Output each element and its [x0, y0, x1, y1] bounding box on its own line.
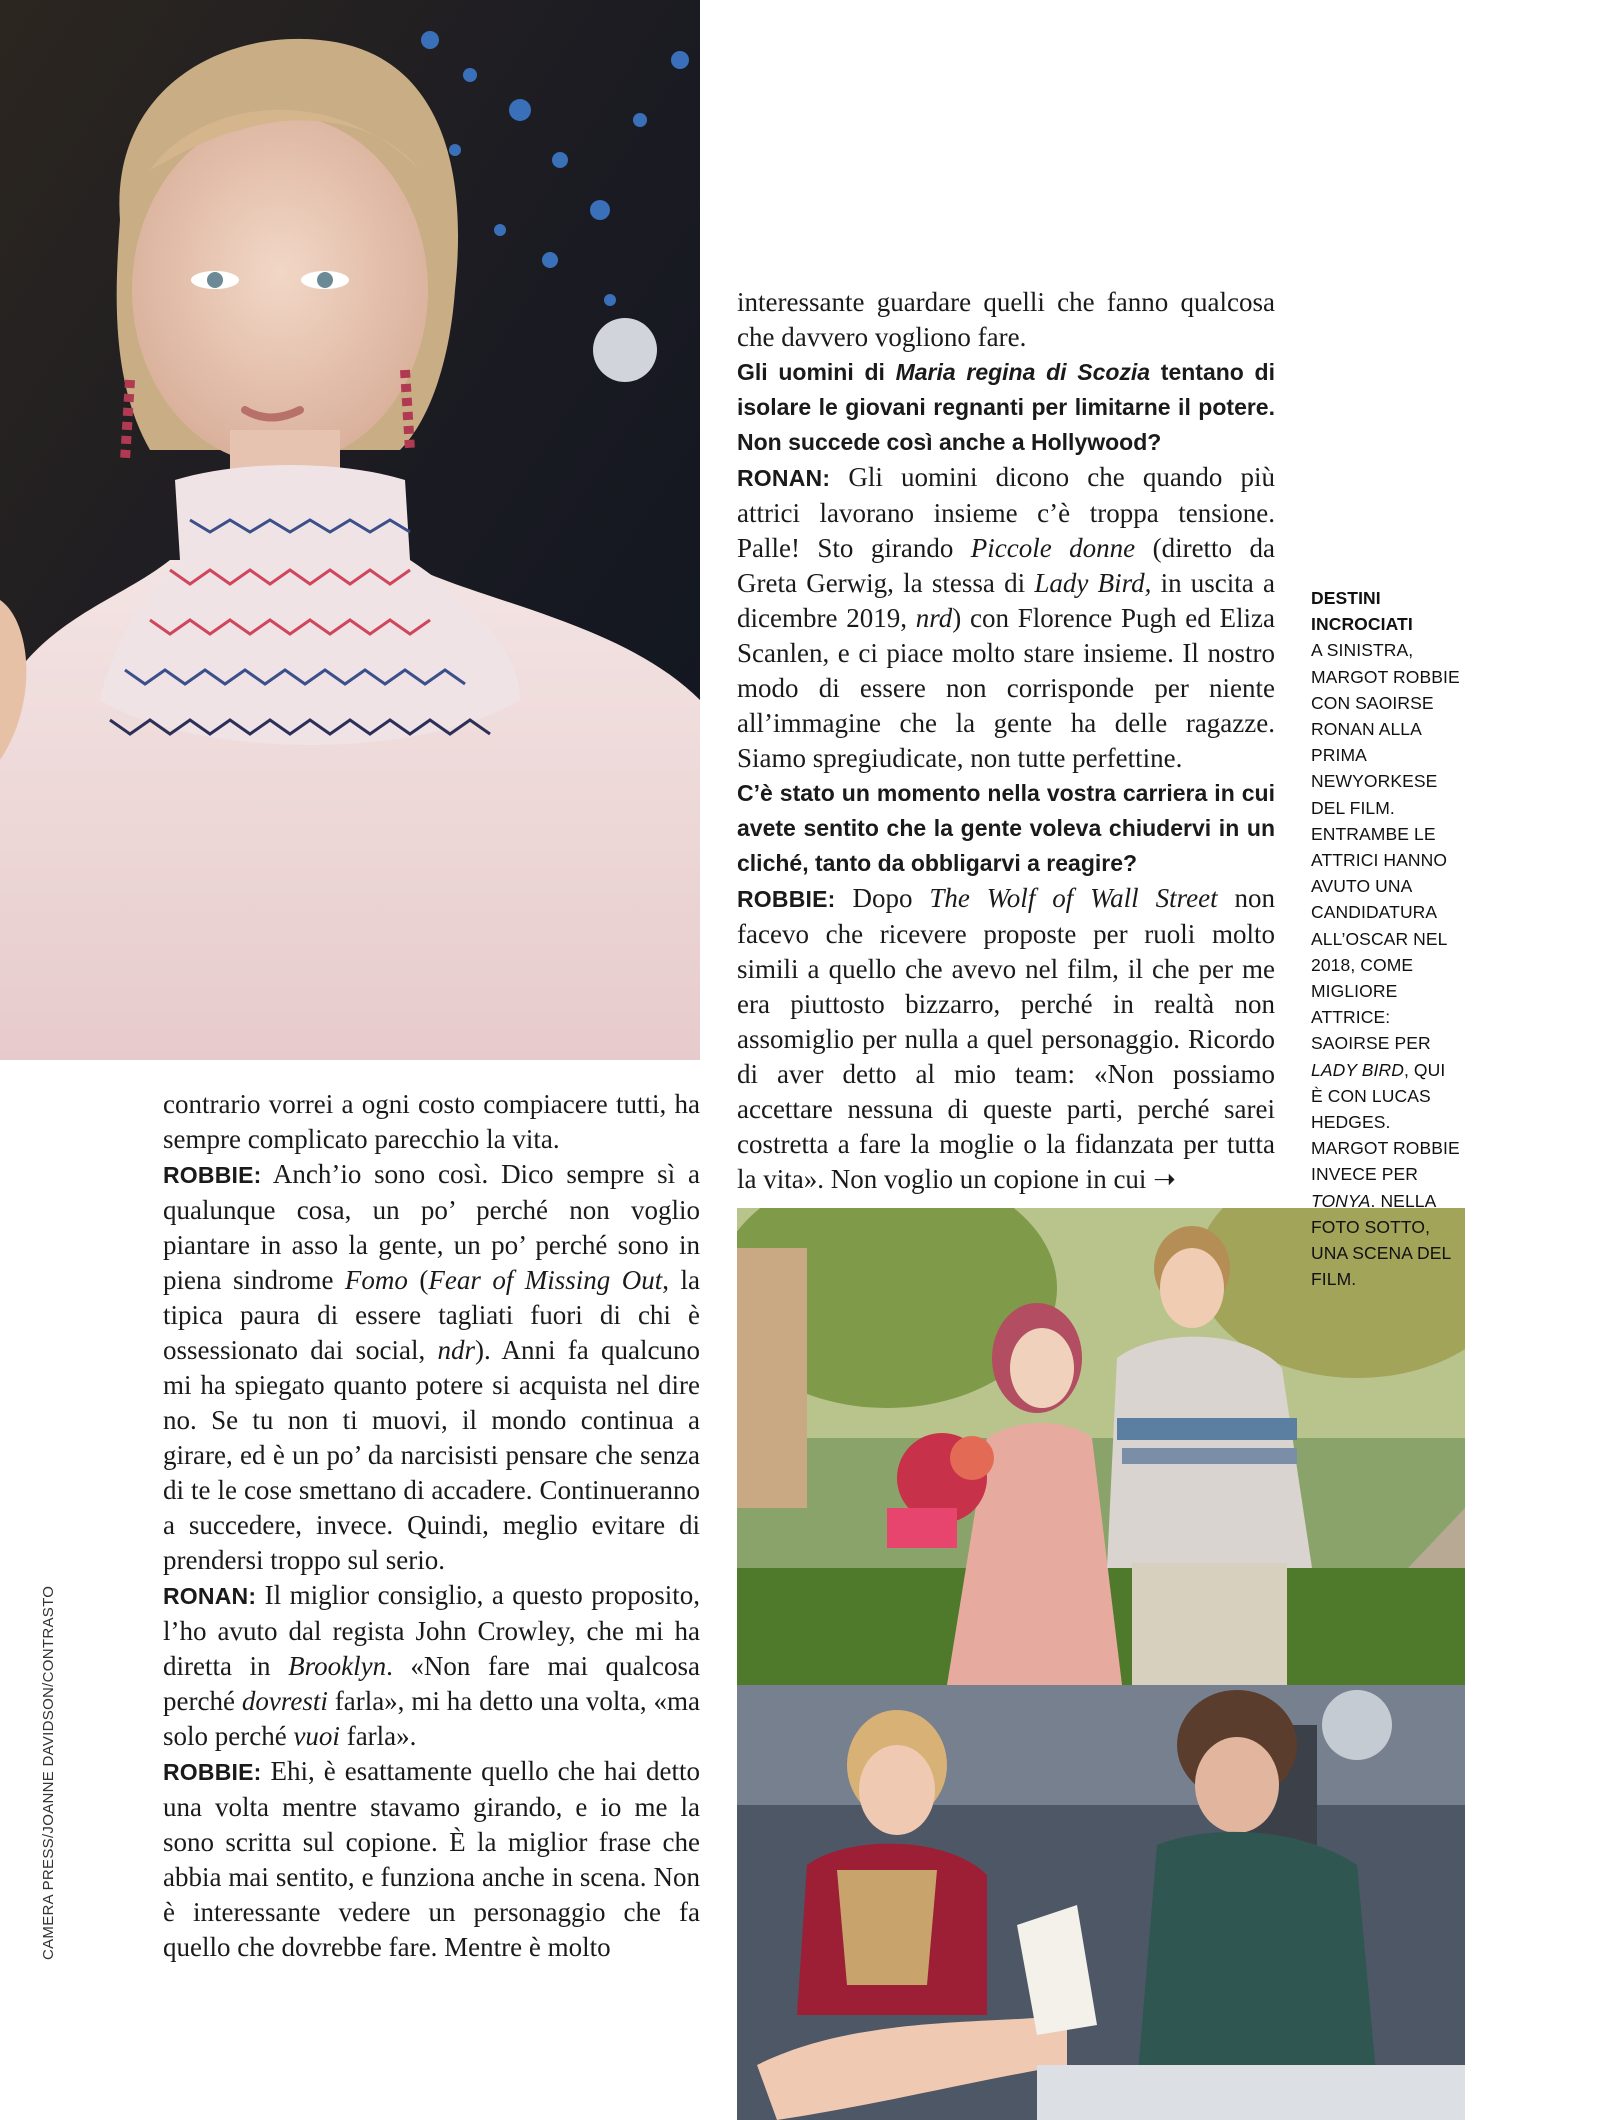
text: in uscita a dicembre 2019,: [737, 568, 1275, 633]
left-text-column: [163, 1087, 700, 1965]
skating-scene-photo: [737, 1685, 1465, 2120]
speaker-label: RONAN:: [163, 1583, 257, 1609]
text: ). Anni fa qualcuno mi ha spiegato quanto potere si acquista nel dire no. Se tu non ti muovi, il mondo continua a girare, ed è un po’ da narcisisti pensare che senza di te le cose smettano di accadere. Continueranno a succedere, invece. Quindi, meglio evitare di prendersi troppo sul serio.: [163, 1335, 700, 1575]
portrait-photo: [0, 0, 700, 1060]
speaker-label: RONAN:: [737, 465, 831, 491]
text: Anch’io sono così. Dico sempre sì a qualunque cosa, un po’ perché non voglio piantare in asso la gente, un po’ perché sono in piena sindrome: [163, 1159, 700, 1295]
paragraph-robbie: [163, 1157, 700, 1578]
photo-caption: [1311, 585, 1461, 1292]
paragraph: [163, 1087, 700, 1157]
text: farla», mi ha detto una volta, «ma solo perché: [163, 1686, 700, 1751]
text: Gli uomini di: [737, 359, 896, 385]
text: Ehi, è esattamente quello che hai detto una volta mentre stavamo girando, e io me la sono scritta sul copione. È la miglior frase che abbia mai sentito, e funziona anche in scena. Non è interessante vedere un personaggio che fa quello che dovrebbe fare. Mentre è molto: [163, 1756, 700, 1962]
italic-text: Fear of Missing Out: [428, 1265, 663, 1295]
text: Gli uomini dicono che quando più attrici lavorano insieme c’è troppa tensione. Palle! Sto girando: [737, 462, 1275, 563]
italic-text: ndr: [437, 1335, 476, 1365]
caption-text: . NELLA FOTO SOTTO, UNA SCENA DEL FILM.: [1311, 1190, 1451, 1290]
paragraph-robbie: [737, 881, 1275, 1197]
speaker-label: ROBBIE:: [737, 886, 836, 912]
text: Dopo: [835, 883, 930, 913]
text: non facevo che ricevere proposte per ruoli molto simili a quello che avevo nel film, il che per me era piuttosto bizzarro, perché in realtà non assomiglio per nulla a quel personaggio. Ricordo di aver detto al mio team: «Non possiamo accettare nessuna di queste parti, perché sarei costretta a fare la moglie o la fidanzata per tutta la vita». Non voglio un copione in cui: [737, 883, 1276, 1194]
italic-text: Piccole donne: [970, 533, 1136, 563]
text: interessante guardare quelli che fanno qualcosa che davvero vogliono fare.: [737, 287, 1275, 352]
text: contrario vorrei a ogni costo compiacere tutti, ha sempre complicato parecchio la vita.: [163, 1089, 700, 1154]
caption-italic-text: LADY BIRD: [1311, 1059, 1404, 1080]
italic-text: Brooklyn: [288, 1651, 387, 1681]
text: tentano di isolare le giovani regnanti per limitarne il potere. Non succede così anche a Hollywood?: [737, 359, 1275, 455]
text: ) con Florence Pugh ed Eliza Scanlen, e ci piace molto stare insieme. Il nostro modo di essere non corrisponde per niente all’immagine che la gente ha delle ragazze. Siamo spregiudicate, non tutte perfettine.: [737, 603, 1275, 773]
text: farla».: [339, 1721, 417, 1751]
interview-question: [737, 776, 1275, 881]
italic-text: nrd: [915, 603, 953, 633]
text: . «Non fare mai qualcosa perché: [163, 1651, 700, 1716]
paragraph: [737, 285, 1275, 355]
speaker-label: ROBBIE:: [163, 1162, 262, 1188]
italic-text: Lady Bird,: [1034, 568, 1152, 598]
text: (: [407, 1265, 429, 1295]
text: C’è stato un momento nella vostra carriera in cui avete sentito che la gente voleva chiudervi in un cliché, tanto da obbligarvi a reagire?: [737, 780, 1275, 876]
caption-text: , QUI È CON LUCAS HEDGES. MARGOT ROBBIE INVECE PER: [1311, 1059, 1460, 1185]
speaker-label: ROBBIE:: [163, 1759, 262, 1785]
paragraph-ronan: [163, 1578, 700, 1754]
interview-question: [737, 355, 1275, 460]
italic-text: The Wolf of Wall Street: [929, 883, 1218, 913]
caption-title-line-2: INCROCIATI: [1311, 614, 1413, 635]
caption-italic-text: TONYA: [1311, 1190, 1371, 1211]
continue-arrow-icon: ➝: [1153, 1164, 1176, 1194]
photo-credit: CAMERA PRESS/JOANNE DAVIDSON/CONTRASTO: [40, 1585, 57, 1960]
text: Il miglior consiglio, a questo proposito, l’ho avuto dal regista John Crowley, che mi ha diretta in: [163, 1580, 700, 1681]
italic-text: vuoi: [293, 1721, 340, 1751]
italic-text: dovresti: [241, 1686, 328, 1716]
right-text-column: [737, 285, 1275, 1197]
text: , la tipica paura di essere tagliati fuori di chi è ossessionato dai social,: [163, 1265, 700, 1365]
caption-text: A SINISTRA, MARGOT ROBBIE CON SAOIRSE RONAN ALLA PRIMA NEWYORKESE DEL FILM. ENTRAMBE LE ATTRICI HANNO AVUTO UNA CANDIDATURA ALL’OSCAR NEL 2018, COME MIGLIORE ATTRICE: SAOIRSE PER: [1311, 640, 1460, 1054]
paragraph-robbie: [163, 1754, 700, 1965]
caption-title-line-1: DESTINI: [1311, 588, 1381, 608]
paragraph-ronan: [737, 460, 1275, 776]
text: (diretto da Greta Gerwig, la stessa di: [737, 533, 1275, 598]
italic-text: Maria regina di Scozia: [895, 359, 1151, 385]
italic-text: Fomo: [344, 1265, 408, 1295]
